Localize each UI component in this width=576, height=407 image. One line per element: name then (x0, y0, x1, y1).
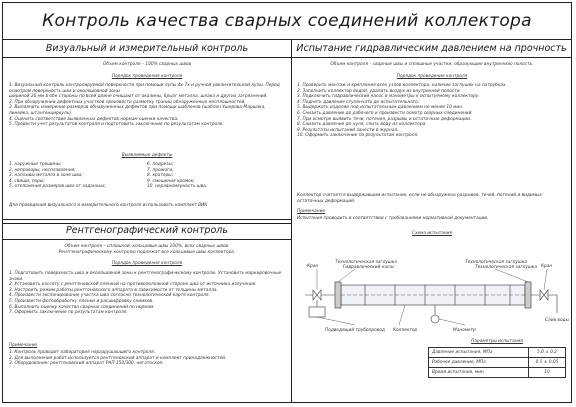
visual-step: 4. Оценить соответствие выявленных дефектов нормам оценки качества. (9, 116, 179, 122)
valve-left (313, 290, 321, 300)
defect-item: 1. наружные трещины; (9, 162, 62, 167)
hydro-steps (297, 83, 567, 139)
visual-defects (9, 162, 285, 190)
hydro-heading: Испытание гидравлическим давлением на прочность (296, 43, 567, 54)
defect-item: 5. отклонения размеров шва от заданных; (9, 184, 106, 190)
defect-item: 3. наплывы металла в зоне шва; (9, 173, 83, 179)
xray-heading-rule-top (3, 223, 291, 224)
visual-scope: Объем контроля – 100% сварных швов (102, 62, 192, 67)
test-scheme-diagram (295, 255, 571, 340)
hydro-step: 1. Проверить монтаж и крепления всех узлов коллектора, наличие заглушек на патрубках. (297, 83, 507, 88)
param-value: 10 (529, 368, 566, 378)
valve-right (540, 290, 548, 300)
xray-step: 5. Произвести фотообработку пленки и расшифровку снимков. (9, 298, 154, 304)
label-valve-left: Кран (307, 264, 319, 269)
xray-notes (9, 350, 285, 367)
hydro-heading-rule (292, 57, 571, 58)
defect-item: 4. свищи, поры; (9, 178, 45, 184)
label-plug-left: Технологическая заглушка (335, 260, 398, 265)
hydro-step: 4. Поднять давление ступенчато до испытательного. (297, 99, 420, 105)
visual-step: шириной 20 мм в обе стороны по всей длине очищают от окалины, брызг металла, шлака и других загрязнений. (9, 94, 268, 100)
hydro-step: 2. Заполнить коллектор водой, удалить воздух из внутренней полости. (297, 88, 461, 94)
table-row (429, 358, 566, 368)
manometer-gauge (431, 315, 439, 323)
visual-procedure-title: Порядок проведения контроля (111, 74, 183, 79)
params-title: Параметры испытания (471, 339, 523, 344)
visual-step: 5. Провести учет результатов контроля и подготовить заключение по результатам контроля. (9, 122, 224, 128)
label-tech-plug: Технологическая заглушка (475, 265, 538, 270)
xray-note: 2. Для выполнения работ используется рентгеновский аппарат и комплект принадлежностей. (9, 355, 227, 361)
label-pump-left: Подводящий трубопровод (325, 328, 385, 333)
plug-right (525, 282, 531, 308)
xray-scope-2: Рентгенографическому контролю подлежат все кольцевые швы коллектора. (58, 250, 236, 255)
param-value: 5.0 ± 0.2 (529, 348, 566, 358)
column-divider (291, 39, 292, 402)
hydro-conclusion: Коллектор считается выдержавшим испытание, если не обнаружено разрывов, течей, потений и видимых остаточных деформаций. (297, 193, 542, 204)
label-hydro-pump: Гидравлический насос (343, 265, 395, 270)
xray-step: 2. Установить кассету с рентгеновской пленкой на противоположной стороне шва от источника излучения. (9, 282, 257, 288)
visual-step: 2. При обнаружении дефектных участков произвести разметку границ обнаруженных несплошностей. (9, 99, 246, 105)
xray-note: 1. Контроль проводит лаборатория неразрушающего контроля. (9, 350, 156, 355)
drawing-sheet (2, 2, 572, 403)
hydro-step: 10. Оформить заключение по результатам контроля. (297, 133, 419, 139)
defect-item: 10. неравномерность шва. (147, 184, 208, 190)
defect-item: 7. прожоги; (147, 167, 174, 173)
xray-scope-1: Объем контроля – сплошной, кольцевые швы 100%, всех сварных швов. (64, 244, 230, 249)
defect-item: 6. подрезы; (147, 162, 174, 167)
defect-item: 9. смещения кромок; (147, 178, 195, 184)
xray-heading: Рентгенографический контроль (66, 225, 228, 236)
label-collector: Коллектор (393, 328, 418, 333)
xray-procedure-title: Порядок проведения контроля (111, 261, 183, 266)
pump-box (309, 307, 325, 317)
xray-step: 1. Подготовить поверхность шва и околошовной зоны к рентгенографическому контролю. Установить маркировочные знаки. (9, 271, 282, 282)
hydro-step: 7. При осмотре выявить течи, потения, разрывы и остаточные деформации. (297, 116, 472, 122)
param-name: Время испытания, мин (429, 368, 529, 378)
xray-step: 7. Оформить заключение по результатам контроля. (9, 310, 128, 316)
hydro-notes-title: Примечание (297, 209, 326, 214)
xray-step: 3. Настроить режим работы рентгеновского аппарата в зависимости от толщины металла. (9, 287, 218, 293)
visual-steps (9, 83, 285, 128)
label-manometer: Манометр (453, 328, 476, 333)
hydro-scope: Объем контроля – сварные швы и сплошные участки, образующие внутреннюю полость. (330, 62, 534, 67)
xray-heading-rule (3, 239, 291, 240)
visual-instruments: Для проведения визуального и измерительного контроля использовать комплект ВИК (9, 203, 208, 208)
hydro-procedure-title: Порядок проведения контроля (396, 74, 468, 79)
xray-step: 4. Произвести экспонирование участка шва согласно технологической карте контроля. (9, 293, 210, 299)
hydro-notes: Испытания проводить в соответствии с требованиями нормативной документации. (297, 216, 489, 221)
hydro-step: 5. Выдержать изделие под испытательным давлением не менее 10 мин. (297, 105, 464, 111)
section-divider (3, 219, 291, 220)
visual-step: 1. Визуальный контроль контролируемой поверхности при помощи лупы 4х-7х и ручной увеличительной лупы. Перед осмотром поверхность шва и околошовной зоны (9, 83, 280, 94)
table-row (429, 368, 566, 378)
hydro-step: 8. Снизить давление до нуля, слить воду из коллектора. (297, 122, 427, 128)
param-value: 0.5 ± 0.05 (529, 358, 566, 368)
plug-left (335, 282, 341, 308)
visual-heading: Визуальный и измерительный контроль (45, 43, 249, 54)
defect-item: 8. кратеры; (147, 173, 174, 179)
table-row (429, 348, 566, 358)
xray-note: 3. Оборудование: рентгеновский аппарат РАП 150/300, негатоскоп. (9, 361, 164, 367)
xray-steps (9, 271, 285, 316)
label-valve-right: Кран (541, 264, 553, 269)
hydro-step: 3. Подключить гидравлический насос и манометры к испытуемому коллектору. (297, 94, 480, 100)
page-title: Контроль качества сварных соединений коллектора (3, 3, 571, 40)
xray-step: 6. Выполнить оценку качества сварных соединений по нормам. (9, 304, 155, 310)
defect-item: 2. непровары, несплавления; (9, 167, 76, 173)
visual-heading-rule (3, 57, 291, 58)
hydro-scheme-title: Схема испытания (411, 231, 453, 236)
params-table (428, 347, 566, 378)
label-drain: Слив воды (545, 318, 569, 323)
hydro-step: 6. Снизить давление до рабочего и произвести осмотр сварных соединений. (297, 110, 473, 116)
xray-notes-title: Примечание (9, 343, 38, 348)
param-name: Рабочее давление, МПа (429, 358, 529, 368)
param-name: Давление испытания, МПа (429, 348, 529, 358)
visual-defects-title: Выявляемые дефекты (121, 153, 173, 158)
hydro-step: 9. Результаты испытаний занести в журнал. (297, 127, 399, 133)
visual-step: 3. Выполнить измерение размеров обнаруженных дефектов при помощи шаблонов (шаблон Ушерова-Маршака, линейка, штангенциркуль). (9, 105, 266, 116)
label-plug-right: Технологическая заглушка (465, 260, 528, 265)
